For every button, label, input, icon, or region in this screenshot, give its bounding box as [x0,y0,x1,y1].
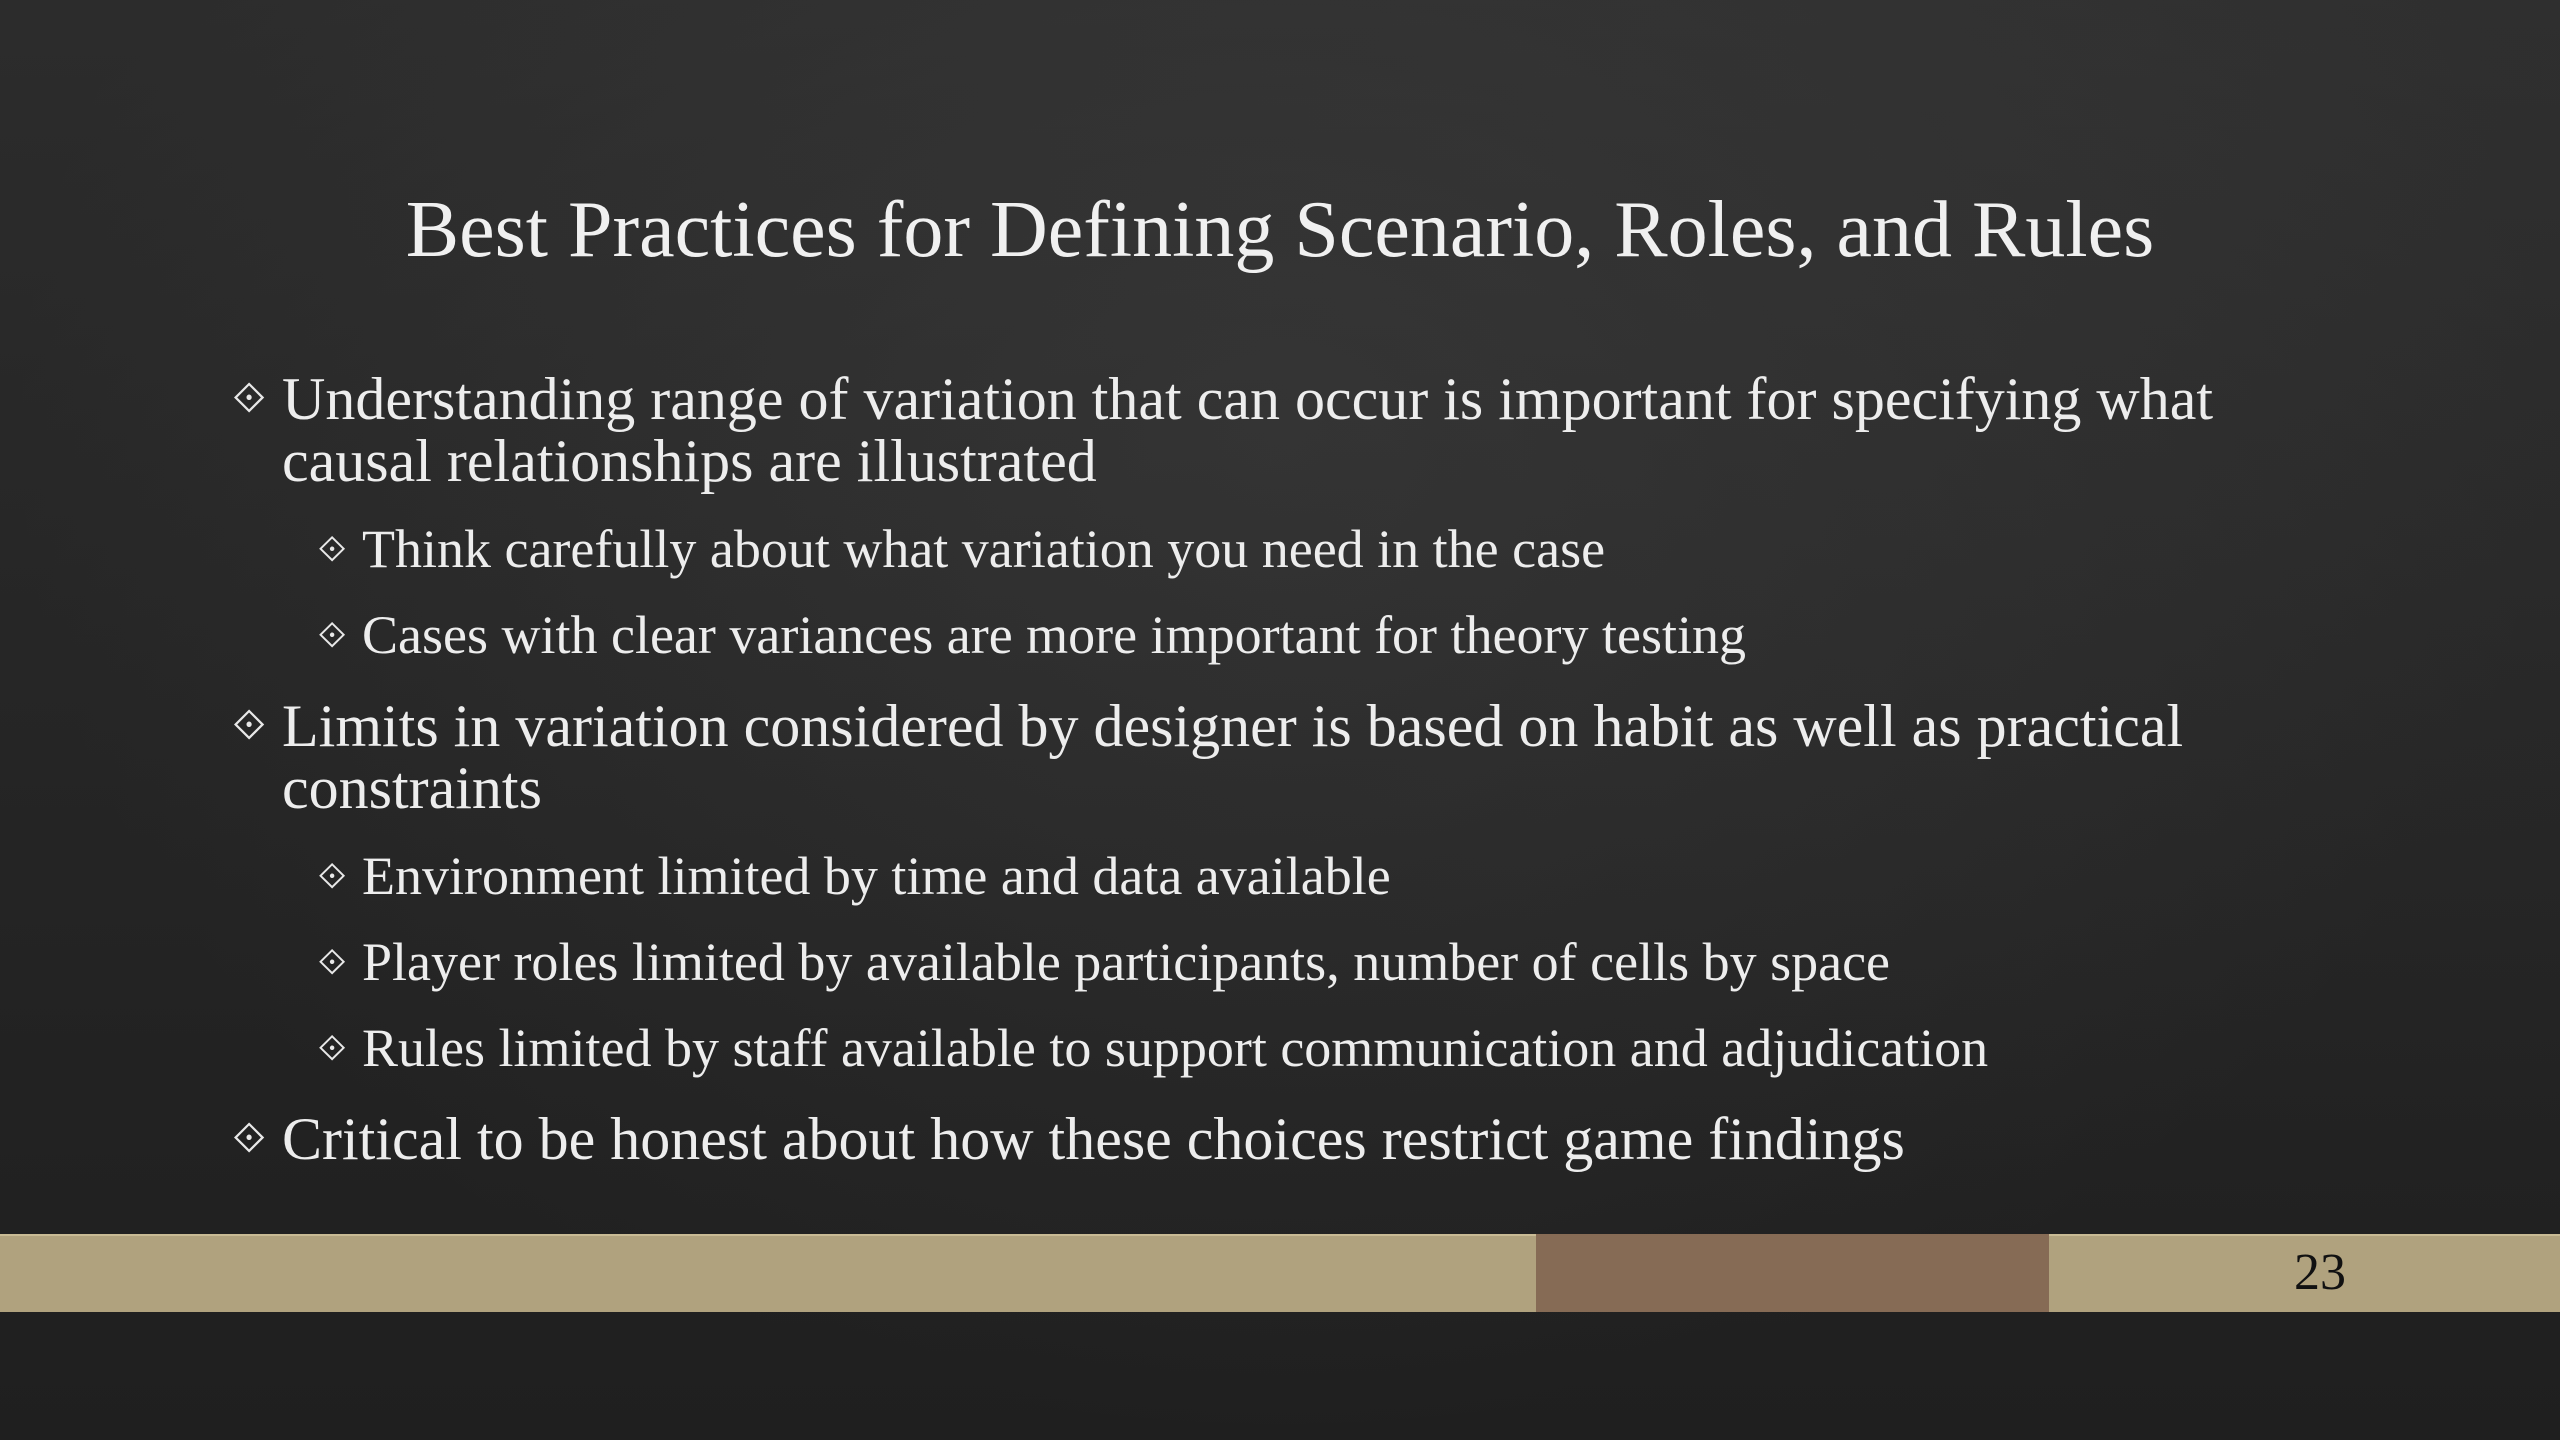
sub-bullet-text: Cases with clear variances are more important for theory testing [362,605,1746,665]
bullet-text: Critical to be honest about how these choices restrict game findings [282,1106,1905,1172]
sub-bullet-item [302,518,2352,580]
sub-bullet-item [302,604,2352,666]
diamond-bullet-icon: ⟐ [232,376,266,422]
sub-bullet-item [302,1017,2352,1079]
slide-title: Best Practices for Defining Scenario, Roles, and Rules [405,186,2155,274]
footer-bar-left [0,1234,1536,1312]
sub-bullet-item [302,845,2352,907]
diamond-bullet-icon: ⟐ [317,856,347,896]
footer-bar [0,1234,2560,1312]
diamond-bullet-icon: ⟐ [317,615,347,655]
bullet-item [216,368,2336,492]
bullet-text: Limits in variation considered by designer is based on habit as well as practical constraints [282,693,2184,821]
diamond-bullet-icon: ⟐ [317,942,347,982]
diamond-bullet-icon: ⟐ [317,1028,347,1068]
diamond-bullet-icon: ⟐ [232,1116,266,1162]
diamond-bullet-icon: ⟐ [232,703,266,749]
sub-bullet-text: Player roles limited by available participants, number of cells by space [362,932,1891,992]
sub-bullet-text: Environment limited by time and data available [362,846,1391,906]
footer-bar-accent [1536,1234,2049,1312]
bullet-item [216,1108,2336,1170]
page-number: 23 [2294,1244,2346,1301]
sub-bullet-item [302,931,2352,993]
bullet-text: Understanding range of variation that can occur is important for specifying what causal relationships are illustrated [282,366,2214,494]
diamond-bullet-icon: ⟐ [317,529,347,569]
bullet-item [216,695,2336,819]
sub-bullet-text: Think carefully about what variation you need in the case [362,519,1606,579]
sub-bullet-text: Rules limited by staff available to support communication and adjudication [362,1018,1989,1078]
